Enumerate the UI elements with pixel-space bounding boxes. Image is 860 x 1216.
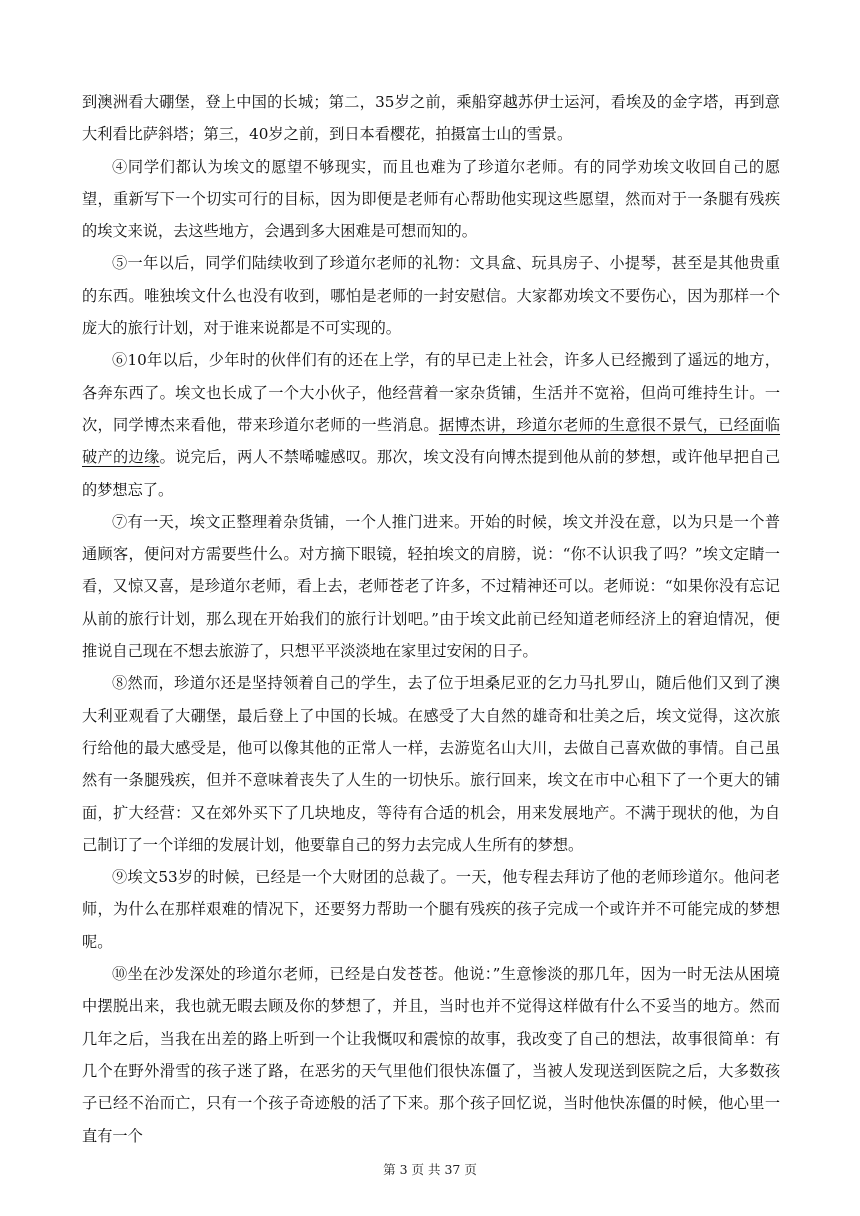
paragraph-10: ⑩坐在沙发深处的珍道尔老师，已经是白发苍苍。他说：”生意惨淡的那几年，因为一时无法从困境中摆脱出来，我也就无暇去顾及你的梦想了，并且，当时也并不觉得这样做有什么不妥当的地方。然而几年之后，当我在出差的路上听到一个让我慨叹和震惊的故事，我改变了自己的想法，故事很简单：有几个在野外滑雪的孩子迷了路，在恶劣的天气里他们很快冻僵了，当被人发现送到医院之后，大多数孩子已经不治而亡，只有一个孩子奇迹般的活了下来。那个孩子回忆说，当时他快冻僵的时候，他心里一直有一个 <box>82 965 780 1145</box>
paragraph-6-text-b: 。说完后，两人不禁唏嘘感叹。那次，埃文没有向博杰提到他从前的梦想，或许他早把自己的梦想忘了。 <box>82 448 781 499</box>
paragraph-6 <box>82 344 780 505</box>
paragraph-9: ⑨埃文53岁的时候，已经是一个大财团的总裁了。一天，他专程去拜访了他的老师珍道尔。他问老师，为什么在那样艰难的情况下，还要努力帮助一个腿有残疾的孩子完成一个或许并不可能完成的梦想呢。 <box>82 868 780 951</box>
paragraph-7: ⑦有一天，埃文正整理着杂货铺，一个人推门进来。开始的时候，埃文并没在意，以为只是一个普通顾客，便问对方需要些什么。对方摘下眼镜，轻拍埃文的肩膀，说：“你不认识我了吗？”埃文定睛一看，又惊又喜，是珍道尔老师，看上去，老师苍老了许多，不过精神还可以。老师说：“如果你没有忘记从前的旅行计划，那么现在开始我们的旅行计划吧。”由于埃文此前已经知道老师经济上的窘迫情况，便推说自己现在不想去旅游了，只想平平淡淡地在家里过安闲的日子。 <box>82 512 780 661</box>
paragraph-4: ④同学们都认为埃文的愿望不够现实，而且也难为了珍道尔老师。有的同学劝埃文收回自己的愿望，重新写下一个切实可行的目标，因为即便是老师有心帮助他实现这些愿望，然而对于一条腿有残疾的埃文来说，去这些地方，会遇到多大困难是可想而知的。 <box>82 157 780 241</box>
paragraph-continuation: 到澳洲看大硼堡，登上中国的长城；第二，35岁之前，乘船穿越苏伊士运河，看埃及的金字塔，再到意大利看比萨斜塔；第三，40岁之前，到日本看樱花，拍摄富士山的雪景。 <box>82 93 780 144</box>
underlined-sentence: 据博杰讲，珍道尔老师的生意很不景气，已经面临破产的边缘 <box>82 415 781 467</box>
page-number-footer: 第 3 页 共 37 页 <box>383 1162 477 1177</box>
paragraph-5: ⑤一年以后，同学们陆续收到了珍道尔老师的礼物：文具盒、玩具房子、小提琴，甚至是其他贵重的东西。唯独埃文什么也没有收到，哪怕是老师的一封安慰信。大家都劝埃文不要伤心，因为那样一个庞大的旅行计划，对于谁来说都是不可实现的。 <box>82 254 780 338</box>
paragraph-6-text-a: ⑥10年以后，少年时的伙伴们有的还在上学，有的早已走上社会，许多人已经搬到了遥远的地方，各奔东西了。埃文也长成了一个大小伙子，他经营着一家杂货铺，生活并不宽裕，但尚可维持生计。一次，同学博杰来看他，带来珍道尔老师的一些消息。 <box>82 351 780 434</box>
article-body <box>82 86 780 1152</box>
paragraph-8: ⑧然而，珍道尔还是坚持领着自己的学生，去了位于坦桑尼亚的乞力马扎罗山，随后他们又到了澳大利亚观看了大硼堡，最后登上了中国的长城。在感受了大自然的雄奇和壮美之后，埃文觉得，这次旅行给他的最大感受是，他可以像其他的正常人一样，去游览名山大川，去做自己喜欢做的事情。自己虽然有一条腿残疾，但并不意味着丧失了人生的一切快乐。旅行回来，埃文在市中心租下了一个更大的铺面，扩大经营：又在郊外买下了几块地皮，等待有合适的机会，用来发展地产。不满于现状的他，为自己制订了一个详细的发展计划，他要靠自己的努力去完成人生所有的梦想。 <box>82 674 780 854</box>
